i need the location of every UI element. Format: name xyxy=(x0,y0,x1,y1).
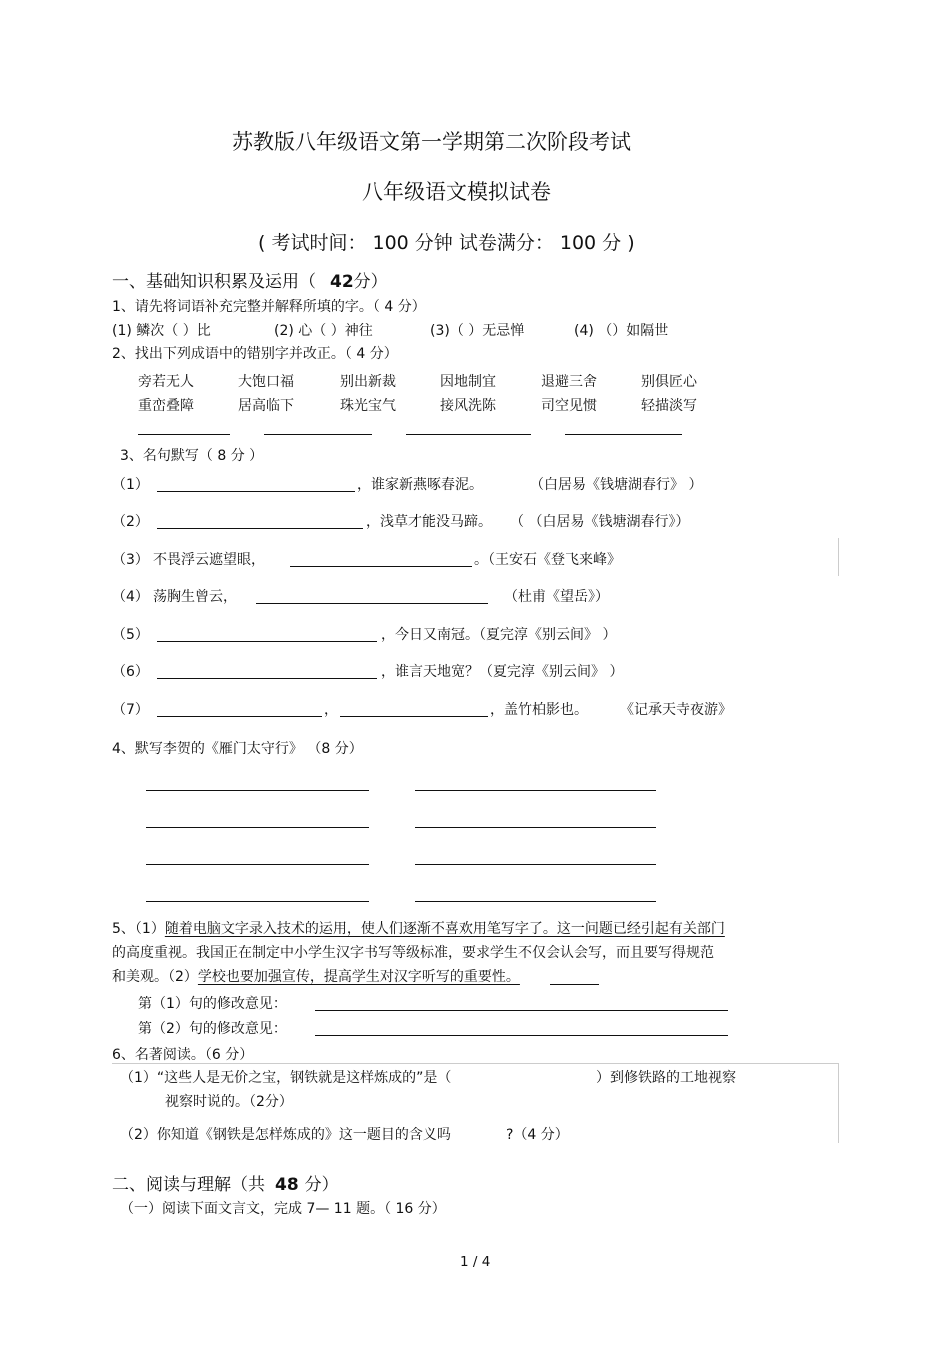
q2-idiom: 旁若无人 xyxy=(138,374,194,390)
q2-idiom: 退避三舍 xyxy=(541,374,597,390)
q5-prefix: 5、（1） xyxy=(112,921,165,937)
q3-line-3-after: 。（王安石《登飞来峰》 xyxy=(474,552,621,568)
q3-line-1-src: （白居易《钱塘湖春行》 ） xyxy=(530,477,703,493)
q2-idiom: 别出新裁 xyxy=(340,374,396,390)
q5-opinion-1-blank[interactable] xyxy=(315,1010,728,1011)
q3-line-2-after: ，浅草才能没马蹄。 xyxy=(366,514,492,530)
q6-answer-1c: 视察时说的。（2分） xyxy=(165,1094,293,1110)
q2-stem: 2、找出下列成语中的错别字并改正。（ 4 分） xyxy=(112,346,398,362)
q3-line-5-num: （5） xyxy=(112,627,149,643)
q2-idiom: 接风洗陈 xyxy=(440,398,496,414)
q3-line-3-blank[interactable] xyxy=(290,566,472,567)
q3-line-7-mid: ， xyxy=(324,702,338,718)
q3-line-1-blank[interactable] xyxy=(157,491,355,492)
q2-idiom: 因地制宜 xyxy=(440,374,496,390)
q5-line-3 xyxy=(112,966,520,986)
q6-answer-1b: ）到修铁路的工地视察 xyxy=(596,1070,736,1086)
q2-answer-blank[interactable] xyxy=(138,434,230,435)
q4-blank[interactable] xyxy=(146,901,369,902)
q2-idiom: 珠光宝气 xyxy=(340,398,396,414)
q5-sentence-1: 随着电脑文字录入技术的运用，使人们逐渐不喜欢用笔写字了。这一问题已经引起有关部门 xyxy=(164,921,725,937)
q3-line-3-before: 不畏浮云遮望眼， xyxy=(153,552,265,568)
q3-line-2-src: （ （白居易《钱塘湖春行》） xyxy=(510,514,690,530)
q3-line-6-after: ，谁言天地宽？（夏完淳《别云间》 ） xyxy=(381,664,624,680)
q6-box-right-border xyxy=(838,1063,839,1143)
q4-blank[interactable] xyxy=(415,790,656,791)
q6-answer-2b: ?（4 分） xyxy=(506,1127,569,1143)
q4-blank[interactable] xyxy=(415,827,656,828)
q1-item-4: (4) （）如隔世 xyxy=(574,323,669,339)
q3-line-5-blank[interactable] xyxy=(157,641,377,642)
q6-answer-1a: （1）“这些人是无价之宝，钢铁就是这样炼成的”是（ xyxy=(120,1070,452,1086)
part2-heading-text: 二、阅读与理解（共 xyxy=(112,1175,265,1195)
q2-answer-blank[interactable] xyxy=(264,434,372,435)
q3-line-1-num: （1） xyxy=(112,477,149,493)
part1-score: 42 xyxy=(330,272,354,292)
q3-line-2-blank[interactable] xyxy=(157,528,363,529)
q3-line-7-src: 《记承天寺夜游》 xyxy=(620,702,732,718)
q5-line-3-start: 和美观。（2） xyxy=(112,969,198,985)
q2-idiom: 别俱匠心 xyxy=(641,374,697,390)
page-number: 1 / 4 xyxy=(460,1254,491,1270)
q6-answer-2a: （2）你知道《钢铁是怎样炼成的》这一题目的含义吗 xyxy=(120,1127,451,1143)
q1-item-1: (1) 鳞次（ ）比 xyxy=(112,323,211,339)
exam-info: ( 考试时间： 100 分钟 试卷满分： 100 分 ) xyxy=(258,232,635,254)
q2-idiom: 重峦叠障 xyxy=(138,398,194,414)
q3-line-7-blank-b[interactable] xyxy=(340,716,488,717)
q3-line-7-after: ，盖竹柏影也。 xyxy=(490,702,588,718)
q3-line-4-before: 荡胸生曾云， xyxy=(153,589,237,605)
q2-answer-blank[interactable] xyxy=(565,434,682,435)
q5-opinion-2-blank[interactable] xyxy=(315,1035,728,1036)
q1-item-3: (3)（ ）无忌惮 xyxy=(430,323,525,339)
q3-line-3-num: （3） xyxy=(112,552,149,568)
q3-line-7-num: （7） xyxy=(112,702,149,718)
part2-score: 48 xyxy=(275,1175,299,1195)
q3-line-6-num: （6） xyxy=(112,664,149,680)
part2-heading xyxy=(112,1170,339,1195)
part1-heading-end: 分） xyxy=(353,272,388,292)
q3-line-4-num: （4） xyxy=(112,589,149,605)
q3-line-2-num: （2） xyxy=(112,514,149,530)
q2-idiom: 大饱口福 xyxy=(238,374,294,390)
q2-idiom: 司空见惯 xyxy=(541,398,597,414)
part2-sub1: （一）阅读下面文言文，完成 7— 11 题。（ 16 分） xyxy=(120,1201,446,1217)
part1-heading xyxy=(112,267,388,292)
q4-blank[interactable] xyxy=(146,790,369,791)
q3-line-1-after: ，谁家新燕啄春泥。 xyxy=(357,477,483,493)
q2-answer-blank[interactable] xyxy=(406,434,531,435)
q2-idiom: 轻描淡写 xyxy=(641,398,697,414)
q6-box-top-border xyxy=(112,1063,838,1064)
q3-line-4-blank[interactable] xyxy=(256,603,488,604)
q4-stem: 4、默写李贺的《雁门太守行》 （8 分） xyxy=(112,741,363,757)
q3-line-7-blank-a[interactable] xyxy=(157,716,322,717)
exam-title: 苏教版八年级语文第一学期第二次阶段考试 xyxy=(232,130,631,154)
q6-stem: 6、名著阅读。（6 分） xyxy=(112,1047,254,1063)
q4-blank[interactable] xyxy=(415,901,656,902)
q4-blank[interactable] xyxy=(415,864,656,865)
q2-idiom: 居高临下 xyxy=(238,398,294,414)
part2-heading-end: 分） xyxy=(304,1175,339,1195)
q5-sentence-2: 学校也要加强宣传，提高学生对汉字听写的重要性。 xyxy=(197,969,520,985)
q3-line-6-blank[interactable] xyxy=(157,678,377,679)
q5-opinion-2-label: 第（2）句的修改意见： xyxy=(138,1021,287,1037)
q5-line-2: 的高度重视。我国正在制定中小学生汉字书写等级标准，要求学生不仅会认会写，而且要写得规范 xyxy=(112,945,714,961)
q5-opinion-1-label: 第（1）句的修改意见： xyxy=(138,996,287,1012)
q5-line-1 xyxy=(112,918,725,938)
part1-heading-text: 一、基础知识积累及运用（ xyxy=(112,272,316,292)
q1-stem: 1、请先将词语补充完整并解释所填的字。（ 4 分） xyxy=(112,299,426,315)
q1-item-2: (2) 心（ ）神往 xyxy=(274,323,373,339)
q3-line-4-after: （杜甫《望岳》） xyxy=(504,589,609,605)
q5-sentence-2-underline-tail xyxy=(550,984,599,985)
q3-stem: 3、名句默写（ 8 分 ） xyxy=(120,448,264,464)
q3-line-5-after: ，今日又南冠。（夏完淳《别云间》 ） xyxy=(381,627,617,643)
page-right-mark xyxy=(838,538,839,576)
exam-subtitle: 八年级语文模拟试卷 xyxy=(362,180,551,204)
q4-blank[interactable] xyxy=(146,864,369,865)
q4-blank[interactable] xyxy=(146,827,369,828)
